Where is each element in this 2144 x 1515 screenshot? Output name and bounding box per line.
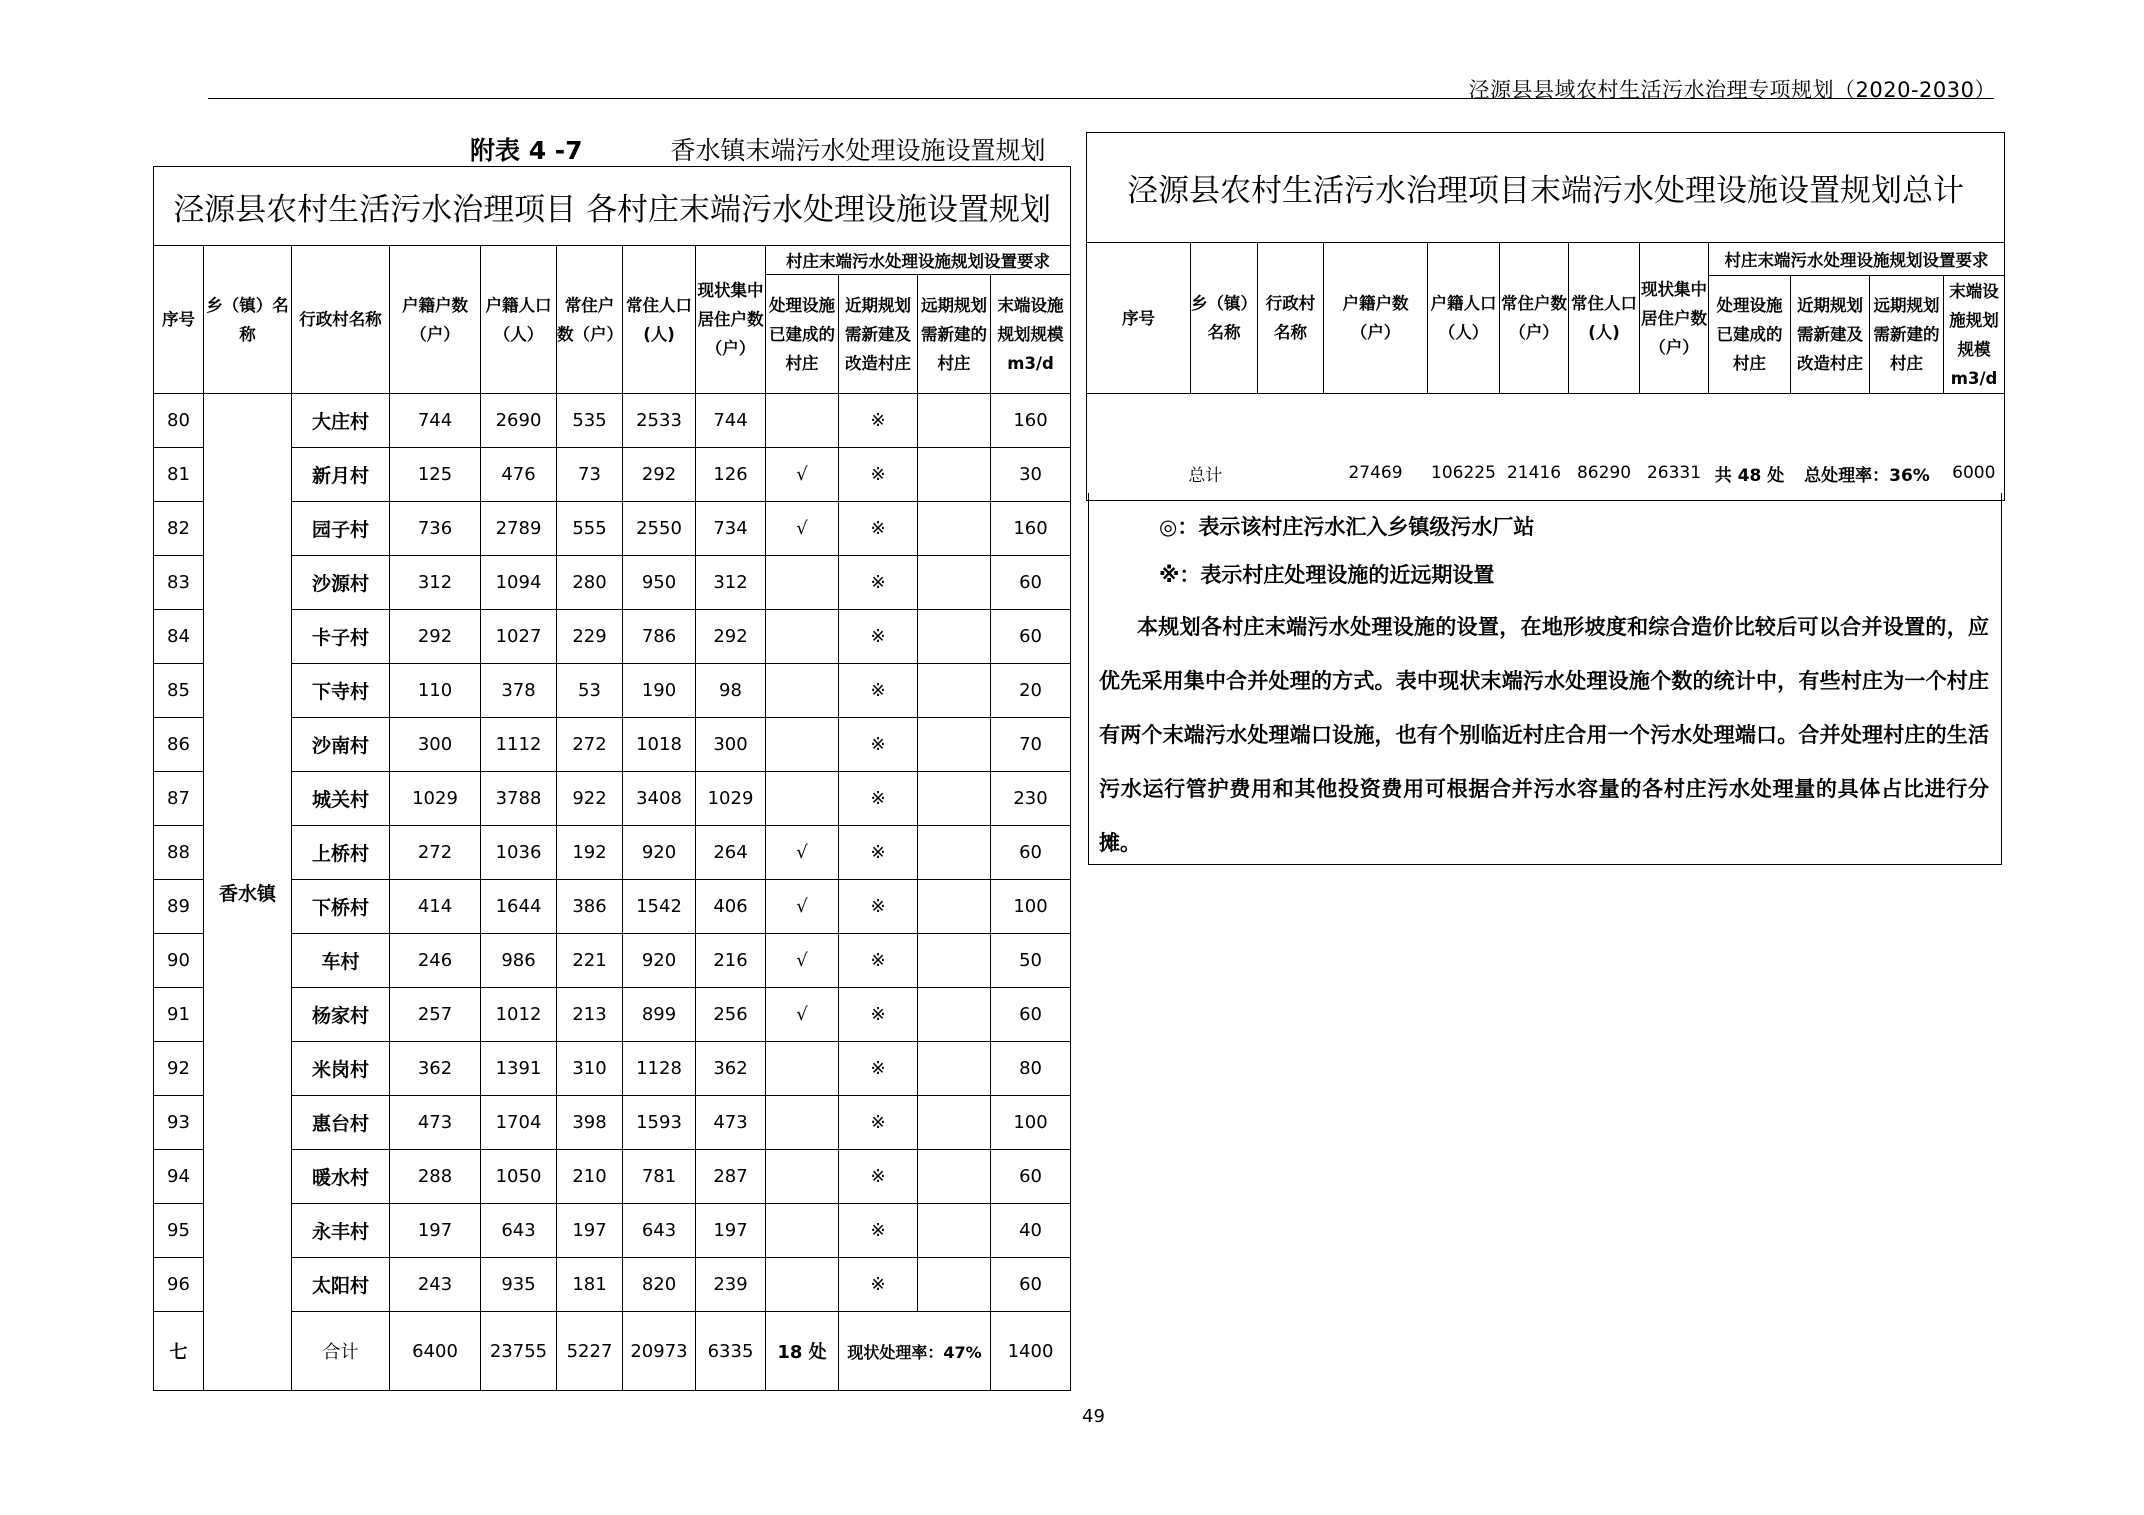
row-concentrated: 256 xyxy=(696,988,766,1042)
row-concentrated: 264 xyxy=(696,826,766,880)
table-row xyxy=(154,1258,1071,1312)
row-scale: 20 xyxy=(991,664,1071,718)
total-label: 合计 xyxy=(292,1312,390,1391)
town-name-cell: 香水镇 xyxy=(204,394,292,1391)
row-res-population: 920 xyxy=(623,934,696,988)
col-header-res-households: 常住户数（户） xyxy=(557,246,623,394)
summary-total-label: 总计 xyxy=(1087,446,1324,501)
row-reg-households: 125 xyxy=(390,448,481,502)
total-res-population: 20973 xyxy=(623,1312,696,1391)
table-row xyxy=(154,664,1071,718)
col-header-near: 近期规划需新建及改造村庄 xyxy=(1791,276,1870,394)
row-reg-households: 257 xyxy=(390,988,481,1042)
row-scale: 30 xyxy=(991,448,1071,502)
row-reg-population: 1012 xyxy=(481,988,557,1042)
summary-title: 泾源县农村生活污水治理项目末端污水处理设施设置规划总计 xyxy=(1087,133,2005,243)
row-seq: 89 xyxy=(154,880,204,934)
row-reg-population: 378 xyxy=(481,664,557,718)
row-scale: 60 xyxy=(991,610,1071,664)
row-reg-households: 736 xyxy=(390,502,481,556)
row-near-mark: ※ xyxy=(839,610,918,664)
total-reg-population: 23755 xyxy=(481,1312,557,1391)
row-near-mark: ※ xyxy=(839,1204,918,1258)
col-header-town: 乡（镇）名称 xyxy=(204,246,292,394)
notes-paragraph: 本规划各村庄末端污水处理设施的设置，在地形坡度和综合造价比较后可以合并设置的，应优先采用集中合并处理的方式。表中现状末端污水处理设施个数的统计中，有些村庄为一个村庄有两个末端污水处理端口设施，也有个别临近村庄合用一个污水处理端口。合并处理村庄的生活污水运行管护费用和其他投资费用可根据合并污水容量的各村庄污水处理量的具体占比进行分摊。 xyxy=(1099,615,1989,855)
row-res-households: 213 xyxy=(557,988,623,1042)
row-far-mark xyxy=(918,502,991,556)
row-res-population: 920 xyxy=(623,826,696,880)
summary-res-households: 21416 xyxy=(1500,446,1569,501)
col-header-town: 乡（镇）名称 xyxy=(1191,243,1258,394)
row-near-mark: ※ xyxy=(839,718,918,772)
row-far-mark xyxy=(918,826,991,880)
note-symbol-circle: ◎：表示该村庄污水汇入乡镇级污水厂站 xyxy=(1159,515,1535,539)
row-concentrated: 362 xyxy=(696,1042,766,1096)
col-header-scale: 末端设施规划规模m3/d xyxy=(991,275,1071,394)
row-built-mark: √ xyxy=(766,934,839,988)
row-near-mark: ※ xyxy=(839,934,918,988)
row-village: 上桥村 xyxy=(292,826,390,880)
row-far-mark xyxy=(918,1096,991,1150)
row-village: 园子村 xyxy=(292,502,390,556)
row-res-population: 292 xyxy=(623,448,696,502)
row-village: 永丰村 xyxy=(292,1204,390,1258)
row-reg-households: 292 xyxy=(390,610,481,664)
summary-built-count: 共 48 处 xyxy=(1709,446,1791,501)
row-near-mark: ※ xyxy=(839,1150,918,1204)
table-row xyxy=(154,1150,1071,1204)
row-far-mark xyxy=(918,988,991,1042)
total-built-count: 18 处 xyxy=(766,1312,839,1391)
col-header-scale: 末端设施规划规模m3/d xyxy=(1944,276,2005,394)
row-reg-population: 1050 xyxy=(481,1150,557,1204)
col-header-built: 处理设施已建成的村庄 xyxy=(766,275,839,394)
row-reg-households: 744 xyxy=(390,394,481,448)
row-built-mark xyxy=(766,772,839,826)
row-reg-households: 246 xyxy=(390,934,481,988)
row-concentrated: 197 xyxy=(696,1204,766,1258)
row-res-households: 53 xyxy=(557,664,623,718)
row-reg-population: 986 xyxy=(481,934,557,988)
row-seq: 85 xyxy=(154,664,204,718)
row-res-population: 820 xyxy=(623,1258,696,1312)
row-res-population: 643 xyxy=(623,1204,696,1258)
row-reg-population: 1027 xyxy=(481,610,557,664)
row-res-population: 2550 xyxy=(623,502,696,556)
col-header-far: 远期规划需新建的村庄 xyxy=(918,275,991,394)
row-scale: 70 xyxy=(991,718,1071,772)
row-seq: 88 xyxy=(154,826,204,880)
row-near-mark: ※ xyxy=(839,448,918,502)
col-header-reg-population: 户籍人口（人） xyxy=(1428,243,1500,394)
row-near-mark: ※ xyxy=(839,880,918,934)
row-seq: 93 xyxy=(154,1096,204,1150)
row-seq: 94 xyxy=(154,1150,204,1204)
row-reg-population: 476 xyxy=(481,448,557,502)
row-reg-population: 1391 xyxy=(481,1042,557,1096)
row-reg-households: 362 xyxy=(390,1042,481,1096)
row-res-households: 398 xyxy=(557,1096,623,1150)
row-seq: 84 xyxy=(154,610,204,664)
col-header-res-households: 常住户数（户） xyxy=(1500,243,1569,394)
row-scale: 60 xyxy=(991,826,1071,880)
total-res-households: 5227 xyxy=(557,1312,623,1391)
row-built-mark xyxy=(766,664,839,718)
row-seq: 82 xyxy=(154,502,204,556)
row-far-mark xyxy=(918,664,991,718)
row-village: 米岗村 xyxy=(292,1042,390,1096)
col-header-reg-population: 户籍人口（人） xyxy=(481,246,557,394)
header-divider xyxy=(208,98,1994,99)
col-header-reg-households: 户籍户数（户） xyxy=(390,246,481,394)
row-seq: 87 xyxy=(154,772,204,826)
row-concentrated: 98 xyxy=(696,664,766,718)
row-scale: 60 xyxy=(991,1150,1071,1204)
table-row xyxy=(154,880,1071,934)
row-reg-households: 1029 xyxy=(390,772,481,826)
row-village: 沙源村 xyxy=(292,556,390,610)
row-seq: 86 xyxy=(154,718,204,772)
row-built-mark xyxy=(766,1042,839,1096)
row-near-mark: ※ xyxy=(839,1096,918,1150)
row-reg-population: 2690 xyxy=(481,394,557,448)
row-res-households: 280 xyxy=(557,556,623,610)
row-scale: 40 xyxy=(991,1204,1071,1258)
row-concentrated: 734 xyxy=(696,502,766,556)
row-seq: 95 xyxy=(154,1204,204,1258)
row-scale: 60 xyxy=(991,988,1071,1042)
row-concentrated: 1029 xyxy=(696,772,766,826)
table-row xyxy=(154,1204,1071,1258)
row-built-mark xyxy=(766,610,839,664)
row-concentrated: 406 xyxy=(696,880,766,934)
col-header-seq: 序号 xyxy=(1087,243,1191,394)
row-near-mark: ※ xyxy=(839,826,918,880)
row-far-mark xyxy=(918,880,991,934)
row-res-population: 1593 xyxy=(623,1096,696,1150)
row-built-mark: √ xyxy=(766,988,839,1042)
row-reg-households: 243 xyxy=(390,1258,481,1312)
row-built-mark: √ xyxy=(766,880,839,934)
row-concentrated: 287 xyxy=(696,1150,766,1204)
row-res-households: 535 xyxy=(557,394,623,448)
row-village: 大庄村 xyxy=(292,394,390,448)
row-built-mark xyxy=(766,1258,839,1312)
row-res-population: 786 xyxy=(623,610,696,664)
table-row xyxy=(154,448,1071,502)
row-village: 下寺村 xyxy=(292,664,390,718)
row-built-mark xyxy=(766,1096,839,1150)
row-reg-households: 288 xyxy=(390,1150,481,1204)
row-scale: 100 xyxy=(991,880,1071,934)
row-village: 卡子村 xyxy=(292,610,390,664)
row-res-households: 229 xyxy=(557,610,623,664)
table-row xyxy=(154,826,1071,880)
col-header-res-population: 常住人口(人) xyxy=(623,246,696,394)
table-row xyxy=(154,556,1071,610)
row-village: 下桥村 xyxy=(292,880,390,934)
row-far-mark xyxy=(918,934,991,988)
summary-reg-households: 27469 xyxy=(1324,446,1428,501)
col-header-group: 村庄末端污水处理设施规划设置要求 xyxy=(766,246,1071,275)
row-near-mark: ※ xyxy=(839,394,918,448)
row-seq: 91 xyxy=(154,988,204,1042)
row-seq: 81 xyxy=(154,448,204,502)
row-built-mark: √ xyxy=(766,502,839,556)
table-row xyxy=(154,610,1071,664)
row-reg-households: 110 xyxy=(390,664,481,718)
row-concentrated: 292 xyxy=(696,610,766,664)
row-res-households: 181 xyxy=(557,1258,623,1312)
col-header-res-population: 常住人口(人) xyxy=(1569,243,1640,394)
row-scale: 100 xyxy=(991,1096,1071,1150)
row-reg-population: 2789 xyxy=(481,502,557,556)
row-village: 惠台村 xyxy=(292,1096,390,1150)
row-near-mark: ※ xyxy=(839,1042,918,1096)
row-reg-households: 473 xyxy=(390,1096,481,1150)
row-concentrated: 744 xyxy=(696,394,766,448)
col-header-village: 行政村名称 xyxy=(292,246,390,394)
summary-table xyxy=(1086,132,2005,501)
row-built-mark xyxy=(766,1150,839,1204)
summary-treatment-rate: 总处理率：36% xyxy=(1791,446,1944,501)
row-far-mark xyxy=(918,1204,991,1258)
row-far-mark xyxy=(918,772,991,826)
table-row xyxy=(154,1042,1071,1096)
row-concentrated: 239 xyxy=(696,1258,766,1312)
row-res-households: 310 xyxy=(557,1042,623,1096)
table-row xyxy=(154,502,1071,556)
table-row xyxy=(154,394,1071,448)
total-reg-households: 6400 xyxy=(390,1312,481,1391)
row-reg-population: 1112 xyxy=(481,718,557,772)
row-reg-population: 1036 xyxy=(481,826,557,880)
row-concentrated: 300 xyxy=(696,718,766,772)
row-reg-population: 1704 xyxy=(481,1096,557,1150)
row-far-mark xyxy=(918,556,991,610)
col-header-concentrated: 现状集中居住户数（户） xyxy=(1640,243,1709,394)
summary-scale: 6000 xyxy=(1944,446,2005,501)
table-title: 泾源县农村生活污水治理项目 各村庄末端污水处理设施设置规划 xyxy=(154,167,1071,246)
row-reg-population: 1644 xyxy=(481,880,557,934)
row-res-households: 922 xyxy=(557,772,623,826)
row-reg-households: 300 xyxy=(390,718,481,772)
note-symbol-asterisk: ※：表示村庄处理设施的近远期设置 xyxy=(1159,563,1495,587)
table-row xyxy=(154,988,1071,1042)
row-res-households: 272 xyxy=(557,718,623,772)
row-scale: 80 xyxy=(991,1042,1071,1096)
row-reg-households: 312 xyxy=(390,556,481,610)
row-res-households: 210 xyxy=(557,1150,623,1204)
row-built-mark xyxy=(766,718,839,772)
row-scale: 230 xyxy=(991,772,1071,826)
row-concentrated: 216 xyxy=(696,934,766,988)
row-reg-population: 1094 xyxy=(481,556,557,610)
row-near-mark: ※ xyxy=(839,556,918,610)
row-far-mark xyxy=(918,1150,991,1204)
col-header-reg-households: 户籍户数（户） xyxy=(1324,243,1428,394)
row-village: 城关村 xyxy=(292,772,390,826)
row-res-households: 221 xyxy=(557,934,623,988)
row-res-population: 190 xyxy=(623,664,696,718)
row-far-mark xyxy=(918,610,991,664)
row-concentrated: 312 xyxy=(696,556,766,610)
row-built-mark: √ xyxy=(766,448,839,502)
row-built-mark: √ xyxy=(766,826,839,880)
row-res-population: 950 xyxy=(623,556,696,610)
row-near-mark: ※ xyxy=(839,664,918,718)
row-near-mark: ※ xyxy=(839,1258,918,1312)
row-res-population: 1542 xyxy=(623,880,696,934)
row-res-population: 1018 xyxy=(623,718,696,772)
row-seq: 92 xyxy=(154,1042,204,1096)
row-reg-households: 197 xyxy=(390,1204,481,1258)
col-header-near: 近期规划需新建及改造村庄 xyxy=(839,275,918,394)
table-row xyxy=(154,1096,1071,1150)
row-village: 暖水村 xyxy=(292,1150,390,1204)
col-header-concentrated: 现状集中居住户数（户） xyxy=(696,246,766,394)
appendix-number: 附表 4 -7 xyxy=(470,136,583,165)
row-seq: 90 xyxy=(154,934,204,988)
row-reg-population: 3788 xyxy=(481,772,557,826)
row-concentrated: 473 xyxy=(696,1096,766,1150)
row-reg-population: 643 xyxy=(481,1204,557,1258)
table-total-row xyxy=(154,1312,1071,1391)
row-res-population: 781 xyxy=(623,1150,696,1204)
row-village: 沙南村 xyxy=(292,718,390,772)
appendix-caption xyxy=(470,131,1046,167)
col-header-group: 村庄末端污水处理设施规划设置要求 xyxy=(1709,243,2005,276)
row-res-households: 73 xyxy=(557,448,623,502)
summary-reg-population: 106225 xyxy=(1428,446,1500,501)
village-facility-table xyxy=(153,166,1071,1391)
summary-res-population: 86290 xyxy=(1569,446,1640,501)
row-far-mark xyxy=(918,1042,991,1096)
row-village: 杨家村 xyxy=(292,988,390,1042)
row-scale: 60 xyxy=(991,556,1071,610)
row-near-mark: ※ xyxy=(839,502,918,556)
total-seq: 七 xyxy=(154,1312,204,1391)
document-header-title: 泾源县县域农村生活污水治理专项规划（2020-2030） xyxy=(1468,78,1996,102)
row-res-households: 555 xyxy=(557,502,623,556)
row-res-population: 2533 xyxy=(623,394,696,448)
row-village: 新月村 xyxy=(292,448,390,502)
col-header-seq: 序号 xyxy=(154,246,204,394)
row-seq: 80 xyxy=(154,394,204,448)
row-near-mark: ※ xyxy=(839,772,918,826)
row-concentrated: 126 xyxy=(696,448,766,502)
row-far-mark xyxy=(918,1258,991,1312)
row-seq: 96 xyxy=(154,1258,204,1312)
row-built-mark xyxy=(766,1204,839,1258)
appendix-title: 香水镇末端污水处理设施设置规划 xyxy=(670,136,1046,165)
row-built-mark xyxy=(766,394,839,448)
table-row xyxy=(154,934,1071,988)
row-village: 太阳村 xyxy=(292,1258,390,1312)
row-res-population: 1128 xyxy=(623,1042,696,1096)
summary-concentrated: 26331 xyxy=(1640,446,1709,501)
summary-spacer xyxy=(1087,394,2005,447)
col-header-village: 行政村名称 xyxy=(1258,243,1324,394)
total-concentrated: 6335 xyxy=(696,1312,766,1391)
row-reg-households: 414 xyxy=(390,880,481,934)
row-scale: 160 xyxy=(991,502,1071,556)
col-header-built: 处理设施已建成的村庄 xyxy=(1709,276,1791,394)
page-number: 49 xyxy=(1082,1406,1105,1427)
row-far-mark xyxy=(918,394,991,448)
row-built-mark xyxy=(766,556,839,610)
notes-box xyxy=(1088,493,2002,865)
row-scale: 50 xyxy=(991,934,1071,988)
total-scale: 1400 xyxy=(991,1312,1071,1391)
col-header-far: 远期规划需新建的村庄 xyxy=(1870,276,1944,394)
row-res-households: 192 xyxy=(557,826,623,880)
row-scale: 60 xyxy=(991,1258,1071,1312)
row-res-households: 197 xyxy=(557,1204,623,1258)
table-row xyxy=(154,772,1071,826)
row-village: 车村 xyxy=(292,934,390,988)
row-near-mark: ※ xyxy=(839,988,918,1042)
row-scale: 160 xyxy=(991,394,1071,448)
row-res-population: 899 xyxy=(623,988,696,1042)
row-res-households: 386 xyxy=(557,880,623,934)
row-far-mark xyxy=(918,718,991,772)
row-reg-population: 935 xyxy=(481,1258,557,1312)
row-seq: 83 xyxy=(154,556,204,610)
row-res-population: 3408 xyxy=(623,772,696,826)
total-treatment-rate: 现状处理率：47% xyxy=(839,1312,991,1391)
row-reg-households: 272 xyxy=(390,826,481,880)
row-far-mark xyxy=(918,448,991,502)
table-row xyxy=(154,718,1071,772)
